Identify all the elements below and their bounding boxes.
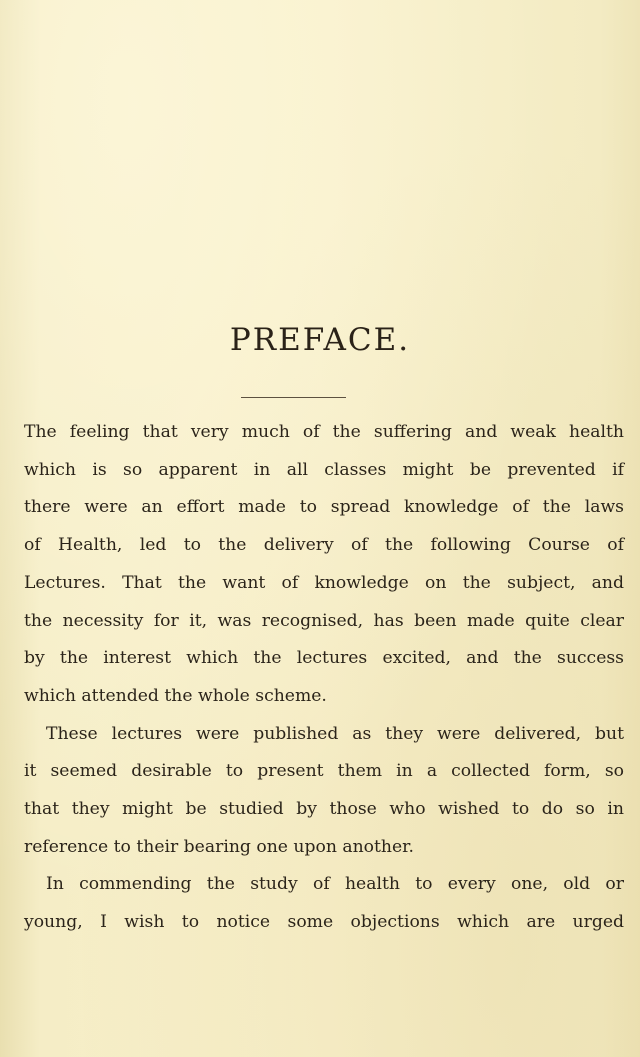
- text-line: Lectures. That the want of knowledge on the subject, and: [24, 572, 624, 593]
- text-line: The feeling that very much of the suffering and weak health: [24, 422, 624, 442]
- preface-text: [24, 414, 624, 942]
- text-line: it seemed desirable to present them in a collected form, so: [24, 761, 624, 782]
- text-line: These lectures were published as they were delivered, but: [46, 723, 624, 744]
- text-line: which is so apparent in all classes might be prevented if: [24, 459, 624, 480]
- text-line: of Health, led to the delivery of the following Course of: [24, 535, 624, 556]
- text-line: by the interest which the lectures excited, and the success: [24, 648, 624, 669]
- text-line: the necessity for it, was recognised, has been made quite clear: [24, 610, 624, 631]
- title-rule: [241, 397, 346, 398]
- text-line: In commending the study of health to every one, old or: [46, 874, 624, 895]
- text-line: that they might be studied by those who wished to do so in: [24, 799, 624, 820]
- text-line: young, I wish to notice some objections which are urged: [24, 912, 624, 933]
- page-title: PREFACE.: [229, 322, 411, 358]
- text-line: there were an effort made to spread knowledge of the laws: [24, 497, 624, 518]
- text-line: reference to their bearing one upon another.: [24, 836, 414, 857]
- text-line: which attended the whole scheme.: [24, 685, 327, 706]
